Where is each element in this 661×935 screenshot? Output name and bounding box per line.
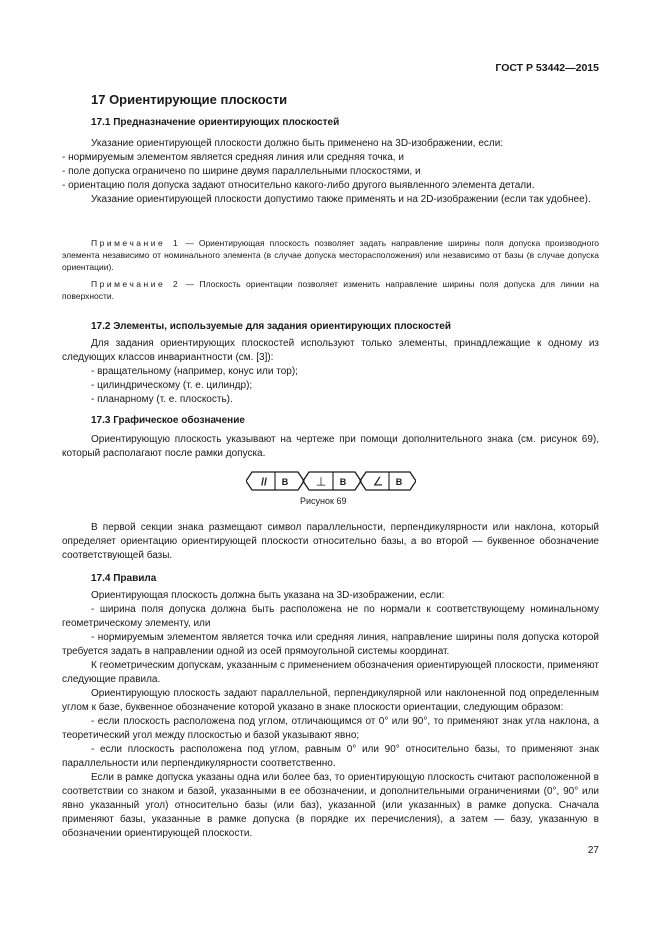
figure-caption: Рисунок 69 [300,496,347,506]
page-number: 27 [587,845,599,856]
datum-letter: B [281,477,289,487]
list-item: - планарному (т. е. плоскость). [91,394,233,405]
list-item: - если плоскость расположена под углом, равным 0° или 90° относительно базы, то применяют знак параллельности или перпендикулярности соответственно. [62,744,599,769]
note-label: Примечание 1 [91,238,181,248]
text: Для задания ориентирующих плоскостей используют только элементы, принадлежащие к одному из следующих классов инвариантности (см. [3]): [62,338,599,363]
note-text: — Ориентирующая плоскость позволяет задать направление ширины поля допуска производного элемента независимо от номинального элемента (в случае допуска месторасположения) или независимо от базы (в случае допуска ориентации). [62,238,599,272]
paragraph-17-4 [62,589,599,841]
paragraph-17-3-2 [62,521,599,563]
text: Ориентирующую плоскость задают параллельной, перпендикулярной или наклоненной под определенным углом к базе, буквенное обозначение которой указано в знаке плоскости ориентации, следующим образом: [62,688,599,713]
section-title: 17 Ориентирующие плоскости [91,92,288,107]
text: Указание ориентирующей плоскости допустимо также применять и на 2D-изображении (если так удобнее). [91,194,591,205]
text: Если в рамке допуска указаны одна или более баз, то ориентирующую плоскость считают расположенной в соответствии со знаком и базой, указанными в ее обозначении, и дополнительными ограничениями (0°, 90° или явно указанный угол) относительно базы (или баз), указанной (или указанных) в рамке допуска. Сначала применяют базы, указанные в рамке допуска (в порядке их перечисления), а затем — базу, указанную в обозначении ориентирующей плоскости. [62,772,599,839]
text: Ориентирующая плоскость должна быть указана на 3D-изображении, если: [91,590,445,601]
note-label: Примечание 2 [91,279,181,289]
list-item: - нормируемым элементом является точка или средняя линия, направление ширины поля допуска которой требуется задать в направлении одной из осей прямоугольной системы координат. [62,632,599,657]
parallelism-orientation-symbol [246,472,304,490]
subsection-title-17-2: 17.2 Элементы, используемые для задания ориентирующих плоскостей [91,321,451,332]
datum-letter: B [339,477,347,487]
angularity-icon: ∠ [372,474,384,489]
note-2 [62,278,599,302]
text: Ориентирующую плоскость указывают на чертеже при помощи дополнительного знака (см. рисунок 69), который располагают после рамки допуска. [62,434,599,459]
angularity-orientation-symbol [360,472,416,490]
document-number: ГОСТ Р 53442—2015 [495,62,599,74]
note-text: — Плоскость ориентации позволяет изменить направление ширины поля допуска для линии на поверхности. [62,279,599,301]
orientation-plane-symbols-figure [246,471,416,491]
text: В первой секции знака размещают символ параллельности, перпендикулярности или наклона, который определяет ориентацию ориентирующей плоскости относительно базы, а во второй — буквенное обозначение соответствующей базы. [62,522,599,561]
subsection-title-17-4: 17.4 Правила [91,573,157,584]
list-item: - вращательному (например, конус или тор); [91,366,298,377]
perpendicularity-orientation-symbol [303,472,361,490]
list-item: - ориентацию поля допуска задают относительно какого-либо другого выявленного элемента детали. [62,180,535,191]
paragraph-17-2 [62,337,599,407]
subsection-title-17-3: 17.3 Графическое обозначение [91,415,245,426]
text: Указание ориентирующей плоскости должно быть применено на 3D-изображении, если: [91,138,504,149]
paragraph-17-1 [62,137,599,207]
datum-letter: B [395,477,403,487]
list-item: - ширина поля допуска должна быть расположена не по нормали к соответствующему номинальному геометрическому элементу, или [62,604,599,629]
perpendicularity-icon: ⊥ [315,474,327,489]
list-item: - цилиндрическому (т. е. цилиндр); [91,380,253,391]
list-item: - нормируемым элементом является средняя линия или средняя точка, и [62,152,404,163]
parallelism-icon: // [260,476,268,489]
list-item: - если плоскость расположена под углом, отличающимся от 0° или 90°, то применяют знак угла наклона, а теоретический угол между плоскостью и базой указывают явно; [62,716,599,741]
list-item: - поле допуска ограничено по ширине двумя параллельными плоскостями, и [62,166,421,177]
paragraph-17-3 [62,433,599,461]
note-1 [62,237,599,273]
text: К геометрическим допускам, указанным с применением обозначения ориентирующей плоскости, применяют следующие правила. [62,660,599,685]
subsection-title-17-1: 17.1 Предназначение ориентирующих плоскостей [91,117,340,128]
